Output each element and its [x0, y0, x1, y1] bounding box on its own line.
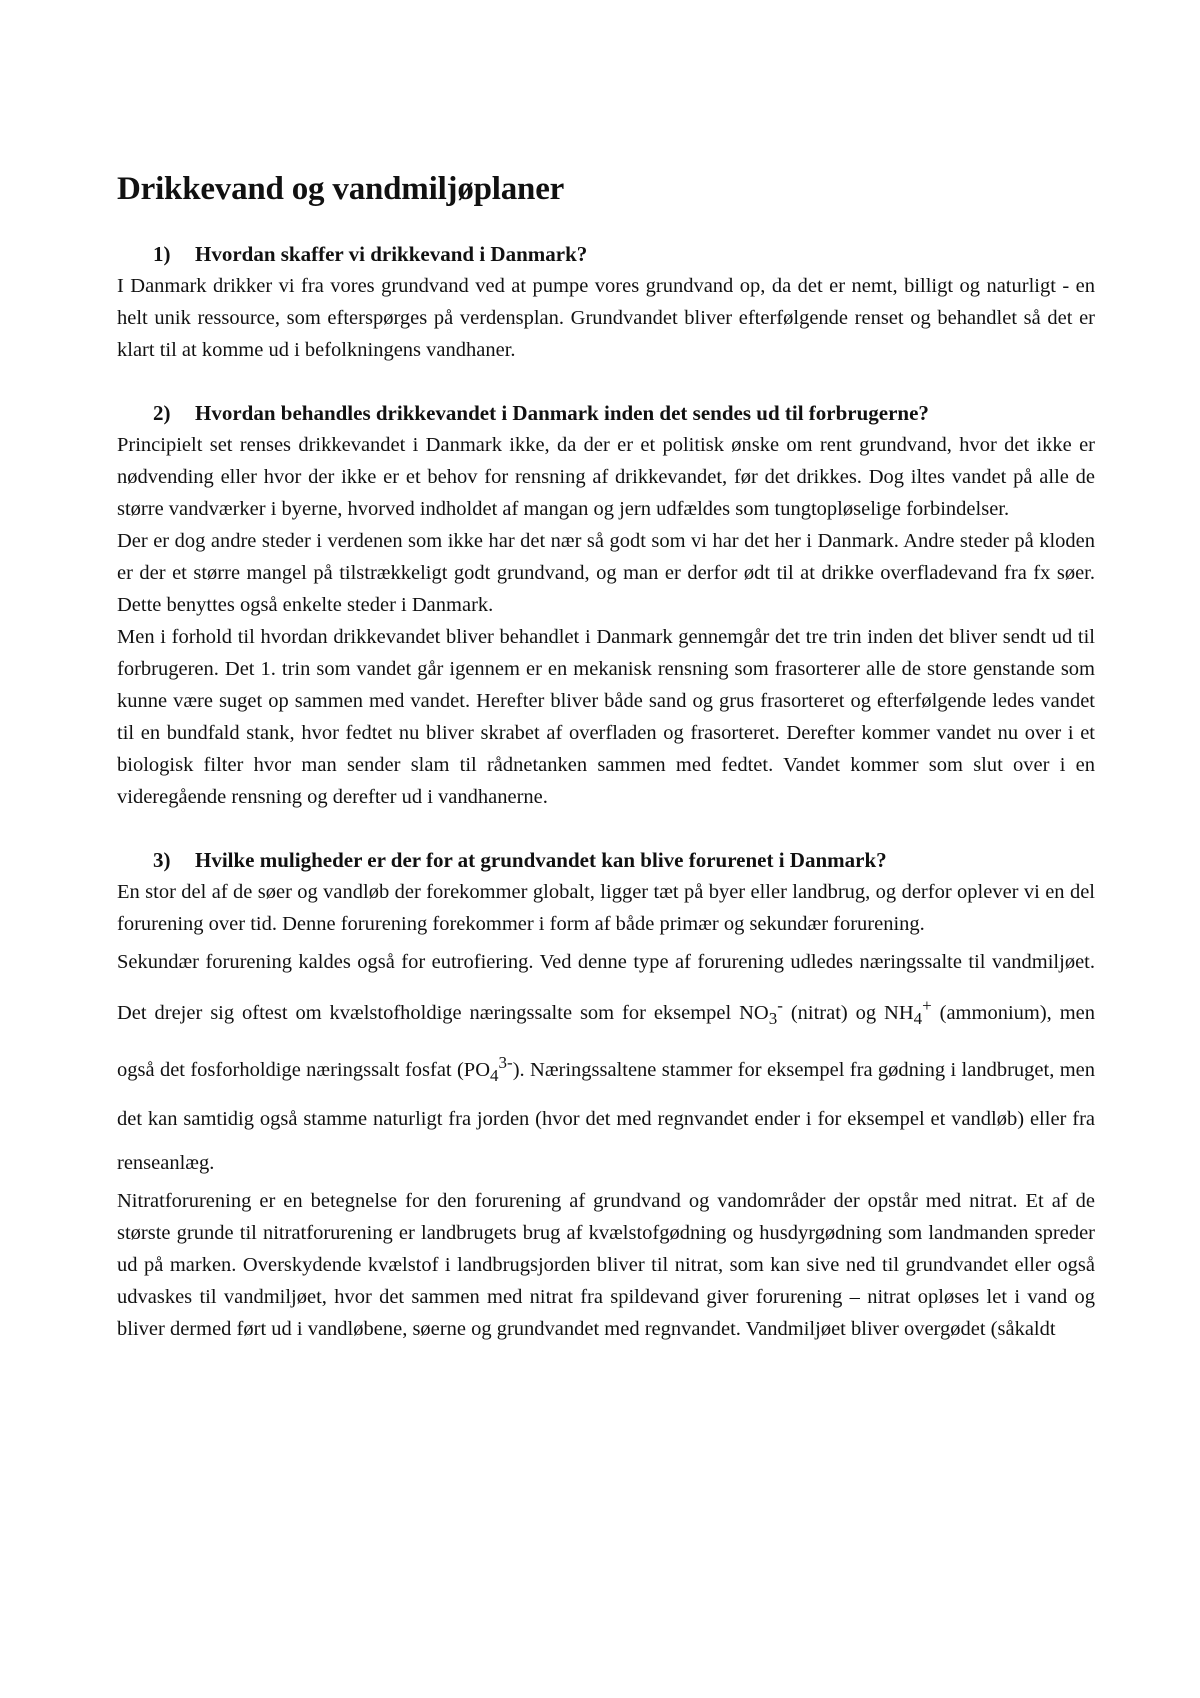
subscript: 4 [490, 1065, 499, 1085]
paragraph: Men i forhold til hvordan drikkevandet bliver behandlet i Danmark gennemgår det tre trin inden det bliver sendt ud til forbrugeren. Det 1. trin som vandet går igennem er en mekanisk rensning som frasorterer alle de store genstande som kunne være suget op sammen med vandet. Herefter bliver både sand og grus frasorteret og efterfølgende ledes vandet til en bundfald stank, hvor fedtet nu bliver skrabet af overfladen og frasorteret. Derefter kommer vandet nu over i et biologisk filter hvor man sender slam til rådnetanken sammen med fedtet. Vandet kommer som slut over i en videregående rensning og derefter ud i vandhanerne. [117, 625, 1095, 808]
question-2 [117, 397, 1095, 429]
superscript: - [777, 995, 783, 1015]
paragraph-chemistry [117, 940, 1095, 1186]
question-1 [117, 238, 1095, 270]
subscript: 3 [768, 1008, 778, 1028]
text-run: Sekundær forurening kaldes også for eutrofiering. Ved denne type af forurening udledes næringssalte til vandmiljøet. Det drejer sig oftest om kvælstofholdige næringssalte som for eksempel NO [117, 950, 1095, 1024]
question-number: 3) [153, 847, 171, 872]
paragraph: Der er dog andre steder i verdenen som ikke har det nær så godt som vi har det her i Danmark. Andre steder på kloden er der et større mangel på tilstrækkeligt godt grundvand, og man er derfor ødt til at drikke overfladevand fra fx søer. Dette benyttes også enkelte steder i Danmark. [117, 529, 1095, 616]
question-number: 1) [153, 241, 171, 266]
paragraph: En stor del af de søer og vandløb der forekommer globalt, ligger tæt på byer eller landbrug, og derfor oplever vi en del forurening over tid. Denne forurening forekommer i form af både primær og sekundær forurening. [117, 880, 1095, 935]
section-2 [117, 397, 1095, 813]
section-3 [117, 844, 1095, 1346]
superscript: + [922, 995, 932, 1015]
paragraph: I Danmark drikker vi fra vores grundvand ved at pumpe vores grundvand op, da det er nemt, billigt og naturligt - en helt unik ressource, som efterspørges på verdensplan. Grundvandet bliver efterfølgende renset og behandlet så det er klart til at komme ud i befolkningens vandhaner. [117, 274, 1095, 361]
question-number: 2) [153, 400, 171, 425]
question-text: Hvordan behandles drikkevandet i Danmark inden det sendes ud til forbrugerne? [195, 400, 929, 425]
text-run: (nitrat) og NH [782, 1001, 914, 1024]
paragraph: Principielt set renses drikkevandet i Danmark ikke, da der er et politisk ønske om rent grundvand, hvor det ikke er nødvending eller hvor der ikke er et behov for rensning af drikkevandet, før det drikkes. Dog iltes vandet på alle de større vandværker i byerne, hvorved indholdet af mangan og jern udfældes som tungtopløselige forbindelser. [117, 433, 1095, 520]
question-text: Hvilke muligheder er der for at grundvandet kan blive forurenet i Danmark? [195, 847, 887, 872]
paragraph: Nitratforurening er en betegnelse for den forurening af grundvand og vandområder der opstår med nitrat. Et af de største grunde til nitratforurening er landbrugets brug af kvælstofgødning og husdyrgødning som landmanden spreder ud på marken. Overskydende kvælstof i landbrugsjorden bliver til nitrat, som kan sive ned til grundvandet eller også udvaskes til vandmiljøet, hvor det sammen med nitrat fra spildevand giver forurening – nitrat opløses let i vand og bliver dermed ført ud i vandløbene, søerne og grundvandet med regnvandet. Vandmiljøet bliver overgødet (såkaldt [117, 1190, 1095, 1341]
page-title: Drikkevand og vandmiljøplaner [117, 171, 565, 207]
text-run: (ammonium), men også det fosforholdige næringssalt fosfat (PO [117, 1001, 1095, 1081]
section-1 [117, 238, 1095, 366]
text-run: ). Næringssaltene stammer for eksempel fra gødning i landbruget, men det kan samtidig også stamme naturligt fra jorden (hvor det med regnvandet ender i for eksempel et vandløb) eller fra renseanlæg. [117, 1058, 1095, 1175]
question-text: Hvordan skaffer vi drikkevand i Danmark? [195, 241, 588, 266]
document-page [117, 170, 1095, 1345]
superscript: 3- [498, 1052, 513, 1072]
subscript: 4 [913, 1008, 923, 1028]
question-3 [117, 844, 1095, 876]
